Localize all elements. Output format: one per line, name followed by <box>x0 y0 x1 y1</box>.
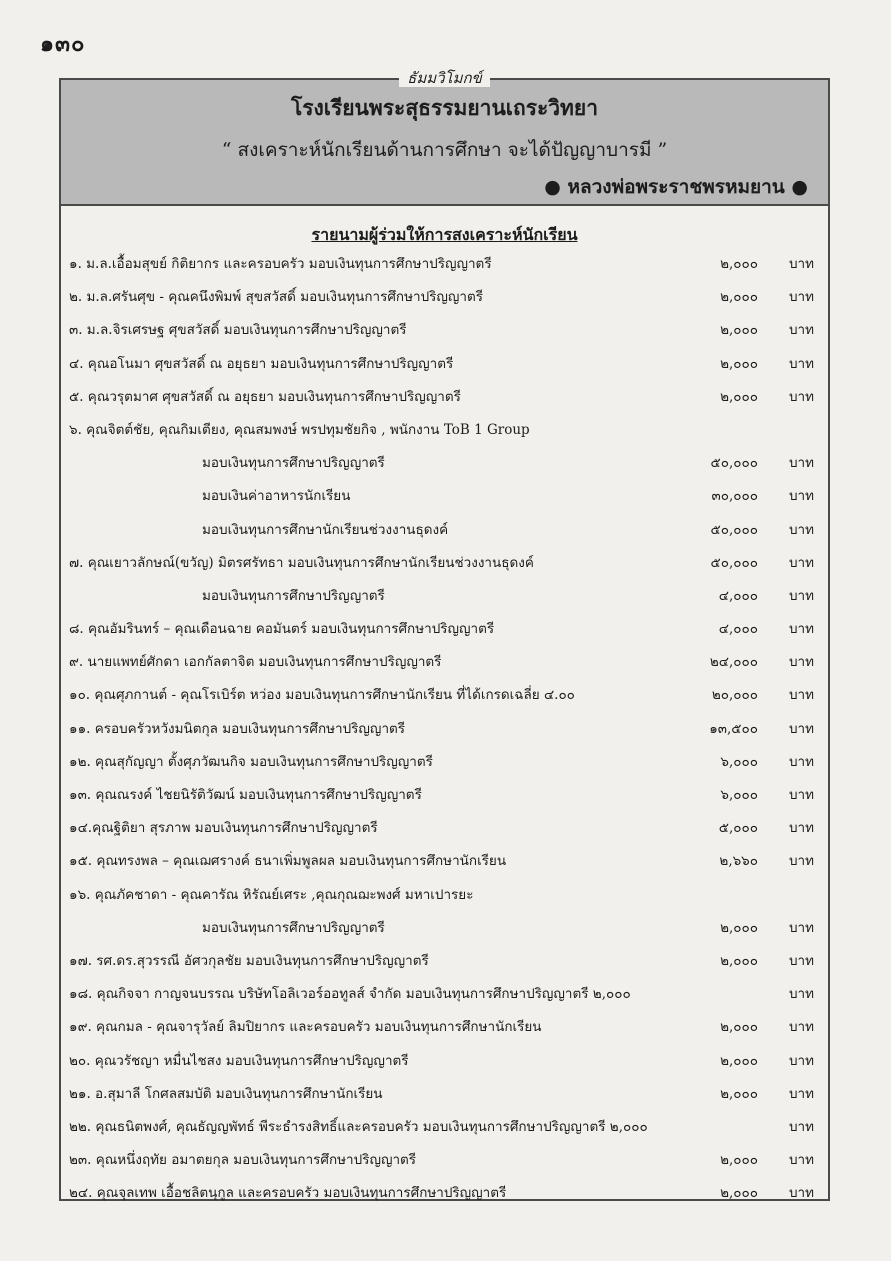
donor-row <box>69 779 816 812</box>
donor-text: ๑๐. คุณศุภกานต์ - คุณโรเบิร์ต หว่อง มอบเงินทุนการศึกษานักเรียน ที่ได้เกรดเฉลี่ย ๔.๐๐ <box>69 687 575 704</box>
donor-row <box>69 1111 816 1144</box>
donor-row <box>69 480 816 513</box>
donor-text: ๗. คุณเยาวลักษณ์(ขวัญ) มิตรศรัทธา มอบเงินทุนการศึกษานักเรียนช่วงงานธุดงค์ <box>69 554 534 571</box>
donor-row <box>69 713 816 746</box>
currency-unit: บาท <box>788 388 814 405</box>
currency-unit: บาท <box>788 587 814 604</box>
currency-unit: บาท <box>788 952 814 969</box>
currency-unit: บาท <box>788 687 814 704</box>
currency-unit: บาท <box>788 488 814 505</box>
donor-row <box>69 547 816 580</box>
currency-unit: บาท <box>788 1152 814 1169</box>
section-title: รายนามผู้ร่วมให้การสงเคราะห์นักเรียน <box>311 225 578 244</box>
donor-text: ๑๑. ครอบครัวหวังมนิตกุล มอบเงินทุนการศึกษาปริญญาตรี <box>69 720 406 737</box>
school-name: โรงเรียนพระสุธรรมยานเถระวิทยา <box>290 95 598 120</box>
donor-text: มอบเงินทุนการศึกษาปริญญาตรี <box>202 919 385 936</box>
donor-text: ๙. นายแพทย์ศักดา เอกกัลตาจิต มอบเงินทุนการศึกษาปริญญาตรี <box>69 654 442 671</box>
donor-text: ๓. ม.ล.จิรเศรษฐ ศุขสวัสดิ์ มอบเงินทุนการศึกษาปริญญาตรี <box>69 322 407 339</box>
donor-row <box>69 314 816 347</box>
motto: “ สงเคราะห์นักเรียนด้านการศึกษา จะได้ปัญญาบารมี ” <box>221 139 668 161</box>
donation-amount: ๒,๐๐๐ <box>720 355 758 372</box>
donor-row <box>69 912 816 945</box>
donor-text: ๒๒. คุณธนิตพงศ์, คุณธัญญพัทธ์ พีระธำรงสิทธิ์และครอบครัว มอบเงินทุนการศึกษาปริญญาตรี ๒,๐๐๐ <box>69 1118 648 1135</box>
donor-row <box>69 1177 816 1210</box>
donor-row <box>69 613 816 646</box>
donor-text: ๑๔.คุณฐิติยา สุรภาพ มอบเงินทุนการศึกษาปริญญาตรี <box>69 820 378 837</box>
donation-amount: ๒,๐๐๐ <box>720 388 758 405</box>
donor-row <box>69 248 816 281</box>
donor-text: ๑๖. คุณภัคชาดา - คุณคารัณ หิรัณย์เศระ ,คุณกุณฌะพงศ์ มหาเปารยะ <box>69 886 474 903</box>
donor-text: มอบเงินทุนการศึกษาปริญญาตรี <box>202 587 385 604</box>
donor-text: ๑๘. คุณกิจจา กาญจนบรรณ บริษัทโอลิเวอร์ออทูลส์ จำกัด มอบเงินทุนการศึกษาปริญญาตรี ๒,๐๐๐ <box>69 986 631 1003</box>
donor-row <box>69 1011 816 1044</box>
donor-row <box>69 281 816 314</box>
currency-unit: บาท <box>788 1019 814 1036</box>
donation-amount: ๕๐,๐๐๐ <box>710 455 758 472</box>
donor-text: มอบเงินทุนการศึกษาปริญญาตรี <box>202 455 385 472</box>
donor-row <box>69 978 816 1011</box>
currency-unit: บาท <box>788 1118 814 1135</box>
donor-text: ๒๓. คุณหนึ่งฤทัย อมาตยกุล มอบเงินทุนการศึกษาปริญญาตรี <box>69 1152 417 1169</box>
currency-unit: บาท <box>788 720 814 737</box>
donation-amount: ๖,๐๐๐ <box>720 787 758 803</box>
donation-amount: ๒,๐๐๐ <box>720 1152 758 1169</box>
donor-row <box>69 945 816 978</box>
currency-unit: บาท <box>788 787 814 803</box>
donor-text: ๔. คุณอโนมา ศุขสวัสดิ์ ณ อยุธยา มอบเงินทุนการศึกษาปริญญาตรี <box>69 355 454 372</box>
currency-unit: บาท <box>788 289 814 306</box>
donor-text: ๒. ม.ล.ศรันศุข - คุณคนึงพิมพ์ สุขสวัสดิ์ มอบเงินทุนการศึกษาปริญญาตรี <box>69 289 483 306</box>
currency-unit: บาท <box>788 1085 814 1102</box>
donor-row <box>69 646 816 679</box>
donor-row <box>69 1144 816 1177</box>
donor-row <box>69 447 816 480</box>
donor-list <box>69 248 816 1210</box>
series-title <box>61 66 828 90</box>
donor-text: ๘. คุณอัมรินทร์ – คุณเดือนฉาย คอมันตร์ มอบเงินทุนการศึกษาปริญญาตรี <box>69 621 495 638</box>
donor-row <box>69 514 816 547</box>
donor-text: ๑๒. คุณสุกัญญา ตั้งศุภวัฒนกิจ มอบเงินทุนการศึกษาปริญญาตรี <box>69 753 433 770</box>
currency-unit: บาท <box>788 753 814 770</box>
donor-row <box>69 348 816 381</box>
currency-unit: บาท <box>788 986 814 1003</box>
currency-unit: บาท <box>788 919 814 936</box>
donation-amount: ๒,๐๐๐ <box>720 919 758 936</box>
donor-row <box>69 845 816 878</box>
currency-unit: บาท <box>788 521 814 538</box>
donation-amount: ๔,๐๐๐ <box>718 621 758 638</box>
donor-text: ๕. คุณวรุตมาศ ศุขสวัสดิ์ ณ อยุธยา มอบเงินทุนการศึกษาปริญญาตรี <box>69 388 461 405</box>
currency-unit: บาท <box>788 621 814 638</box>
donor-text: ๑๗. รศ.ดร.สุวรรณี อัศวกุลชัย มอบเงินทุนการศึกษาปริญญาตรี <box>69 952 429 969</box>
donor-row <box>69 1045 816 1078</box>
donation-amount: ๒,๐๐๐ <box>720 322 758 339</box>
donation-amount: ๑๓,๕๐๐ <box>709 720 758 737</box>
page-number: ๑๓๐ <box>40 31 86 57</box>
donor-row <box>69 381 816 414</box>
currency-unit: บาท <box>788 455 814 472</box>
content-frame <box>59 69 830 1202</box>
donor-text: ๑๕. คุณทรงพล – คุณเฌศรางค์ ธนาเพิ่มพูลผล มอบเงินทุนการศึกษานักเรียน <box>69 853 507 870</box>
donor-text: ๑๓. คุณณรงค์ ไชยนิรัติวัฒน์ มอบเงินทุนการศึกษาปริญญาตรี <box>69 787 422 803</box>
donation-amount: ๒,๐๐๐ <box>720 1185 758 1202</box>
donor-row <box>69 679 816 712</box>
donor-row <box>69 879 816 912</box>
donation-amount: ๒,๐๐๐ <box>720 952 758 969</box>
donation-amount: ๔,๐๐๐ <box>718 587 758 604</box>
currency-unit: บาท <box>788 853 814 870</box>
donation-amount: ๒,๐๐๐ <box>720 1052 758 1069</box>
donation-amount: ๒,๐๐๐ <box>720 289 758 306</box>
donation-amount: ๒,๖๖๐ <box>719 853 758 870</box>
donation-amount: ๒๐,๐๐๐ <box>711 687 758 704</box>
currency-unit: บาท <box>788 820 814 837</box>
currency-unit: บาท <box>788 355 814 372</box>
currency-unit: บาท <box>788 1052 814 1069</box>
donor-text: ๑๙. คุณกมล - คุณจารุวัลย์ ลิมปิยากร และครอบครัว มอบเงินทุนการศึกษานักเรียน <box>69 1019 542 1036</box>
donation-amount: ๕,๐๐๐ <box>718 820 758 837</box>
patron-name: ● หลวงพ่อพระราชพรหมยาน ● <box>544 176 808 198</box>
donor-text: ๒๑. อ.สุมาลี โกศลสมบัติ มอบเงินทุนการศึกษานักเรียน <box>69 1085 383 1102</box>
donation-amount: ๒,๐๐๐ <box>720 256 758 272</box>
donation-amount: ๖,๐๐๐ <box>720 753 758 770</box>
currency-unit: บาท <box>788 554 814 571</box>
currency-unit: บาท <box>788 256 814 272</box>
donor-text: ๖. คุณจิตต์ชัย, คุณกิมเตียง, คุณสมพงษ์ พรปทุมชัยกิจ , พนักงาน ToB 1 Group <box>69 421 530 438</box>
currency-unit: บาท <box>788 1185 814 1202</box>
donor-row <box>69 746 816 779</box>
donation-amount: ๒,๐๐๐ <box>720 1085 758 1102</box>
donation-amount: ๒๔,๐๐๐ <box>709 654 758 671</box>
header-banner <box>61 69 828 206</box>
currency-unit: บาท <box>788 654 814 671</box>
series-title-text: ธัมมวิโมกข์ <box>399 69 490 87</box>
donation-amount: ๓๐,๐๐๐ <box>711 488 758 505</box>
donor-text: ๑. ม.ล.เอื้อมสุขย์ กิติยากร และครอบครัว มอบเงินทุนการศึกษาปริญญาตรี <box>69 256 492 272</box>
donor-row <box>69 580 816 613</box>
donation-amount: ๕๐,๐๐๐ <box>710 554 758 571</box>
donor-row <box>69 1078 816 1111</box>
donation-amount: ๒,๐๐๐ <box>720 1019 758 1036</box>
donor-text: มอบเงินค่าอาหารนักเรียน <box>202 488 351 505</box>
donor-text: ๒๔. คุณจุลเทพ เอื้อชลิตนุกูล และครอบครัว มอบเงินทุนการศึกษาปริญญาตรี <box>69 1185 507 1202</box>
donor-row <box>69 812 816 845</box>
donor-row <box>69 414 816 447</box>
currency-unit: บาท <box>788 322 814 339</box>
donor-text: มอบเงินทุนการศึกษานักเรียนช่วงงานธุดงค์ <box>202 521 449 538</box>
donation-amount: ๕๐,๐๐๐ <box>710 521 758 538</box>
donor-text: ๒๐. คุณวรัชญา หมื่นไชสง มอบเงินทุนการศึกษาปริญญาตรี <box>69 1052 409 1069</box>
